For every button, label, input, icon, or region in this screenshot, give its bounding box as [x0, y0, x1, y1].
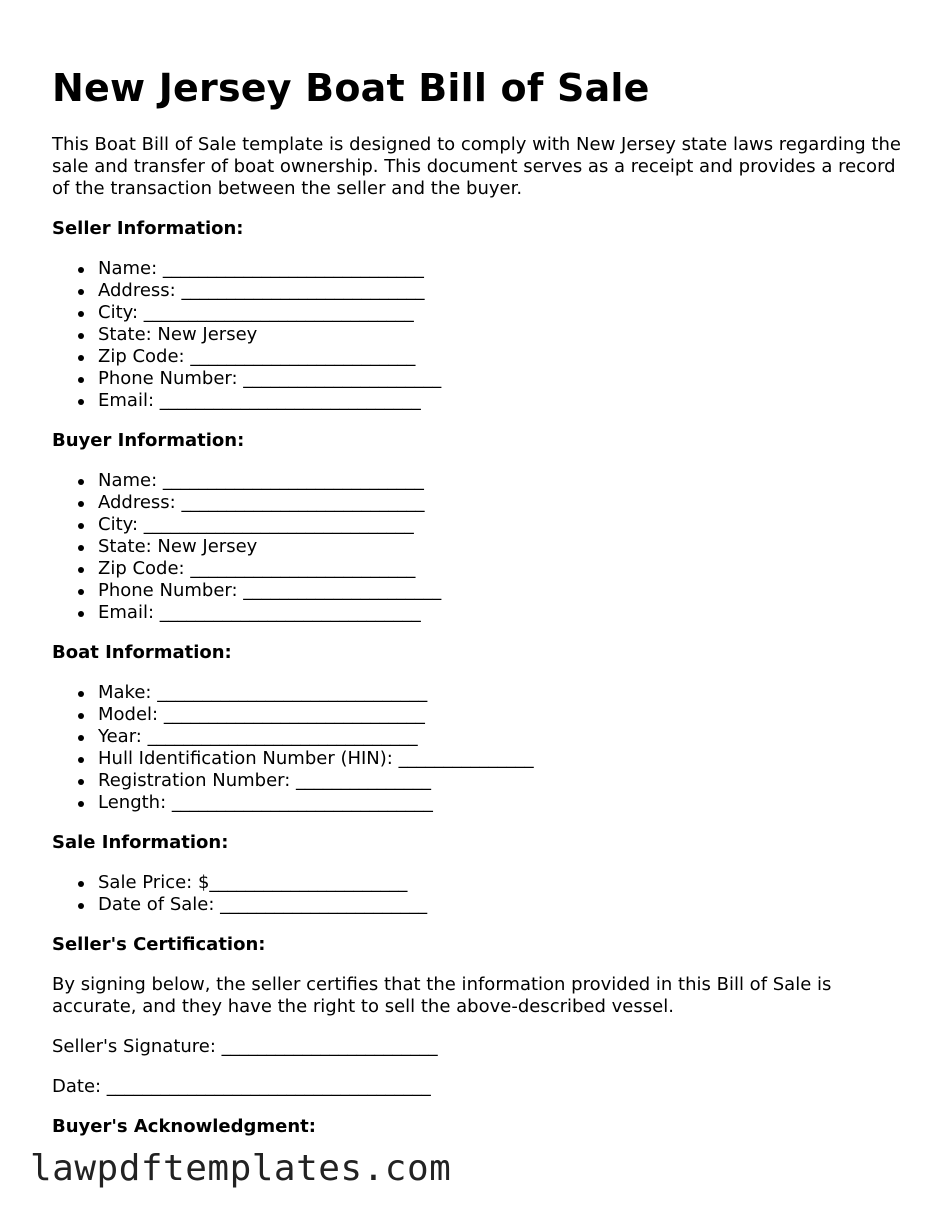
seller-phone-field: Phone Number: ______________________	[98, 368, 902, 390]
seller-list	[52, 258, 902, 412]
acknowledgment-heading: Buyer's Acknowledgment:	[52, 1116, 316, 1137]
boat-model-field: Model: _____________________________	[98, 704, 902, 726]
boat-year-field: Year: ______________________________	[98, 726, 902, 748]
buyer-zip-field: Zip Code: _________________________	[98, 558, 902, 580]
document-page	[52, 64, 902, 1156]
seller-date-line: Date: ____________________________________	[52, 1076, 431, 1097]
seller-city-field: City: ______________________________	[98, 302, 902, 324]
boat-length-field: Length: _____________________________	[98, 792, 902, 814]
seller-signature-line: Seller's Signature: ________________________	[52, 1036, 438, 1057]
sale-date-field: Date of Sale: _______________________	[98, 894, 902, 916]
boat-heading: Boat Information:	[52, 642, 232, 663]
buyer-city-field: City: ______________________________	[98, 514, 902, 536]
buyer-phone-field: Phone Number: ______________________	[98, 580, 902, 602]
buyer-address-field: Address: ___________________________	[98, 492, 902, 514]
certification-paragraph: By signing below, the seller certifies that the information provided in this Bill of Sale is accurate, and they have the right to sell the above-described vessel.	[52, 974, 832, 1017]
buyer-email-field: Email: _____________________________	[98, 602, 902, 624]
boat-registration-field: Registration Number: _______________	[98, 770, 902, 792]
buyer-state-field: State: New Jersey	[98, 536, 902, 558]
seller-address-field: Address: ___________________________	[98, 280, 902, 302]
seller-name-field: Name: _____________________________	[98, 258, 902, 280]
certification-heading: Seller's Certification:	[52, 934, 266, 955]
watermark-text: lawpdftemplates.com	[30, 1148, 452, 1189]
seller-state-field: State: New Jersey	[98, 324, 902, 346]
buyer-name-field: Name: _____________________________	[98, 470, 902, 492]
page-title: New Jersey Boat Bill of Sale	[52, 66, 650, 110]
sale-price-field: Sale Price: $______________________	[98, 872, 902, 894]
sale-heading: Sale Information:	[52, 832, 229, 853]
buyer-list	[52, 470, 902, 624]
boat-hin-field: Hull Identification Number (HIN): _______________	[98, 748, 902, 770]
seller-email-field: Email: _____________________________	[98, 390, 902, 412]
seller-zip-field: Zip Code: _________________________	[98, 346, 902, 368]
boat-list	[52, 682, 902, 814]
sale-list	[52, 872, 902, 916]
buyer-heading: Buyer Information:	[52, 430, 245, 451]
seller-heading: Seller Information:	[52, 218, 244, 239]
boat-make-field: Make: ______________________________	[98, 682, 902, 704]
intro-paragraph: This Boat Bill of Sale template is designed to comply with New Jersey state laws regarding the sale and transfer of boat ownership. This document serves as a receipt and provides a record of the transaction between the seller and the buyer.	[52, 134, 901, 199]
